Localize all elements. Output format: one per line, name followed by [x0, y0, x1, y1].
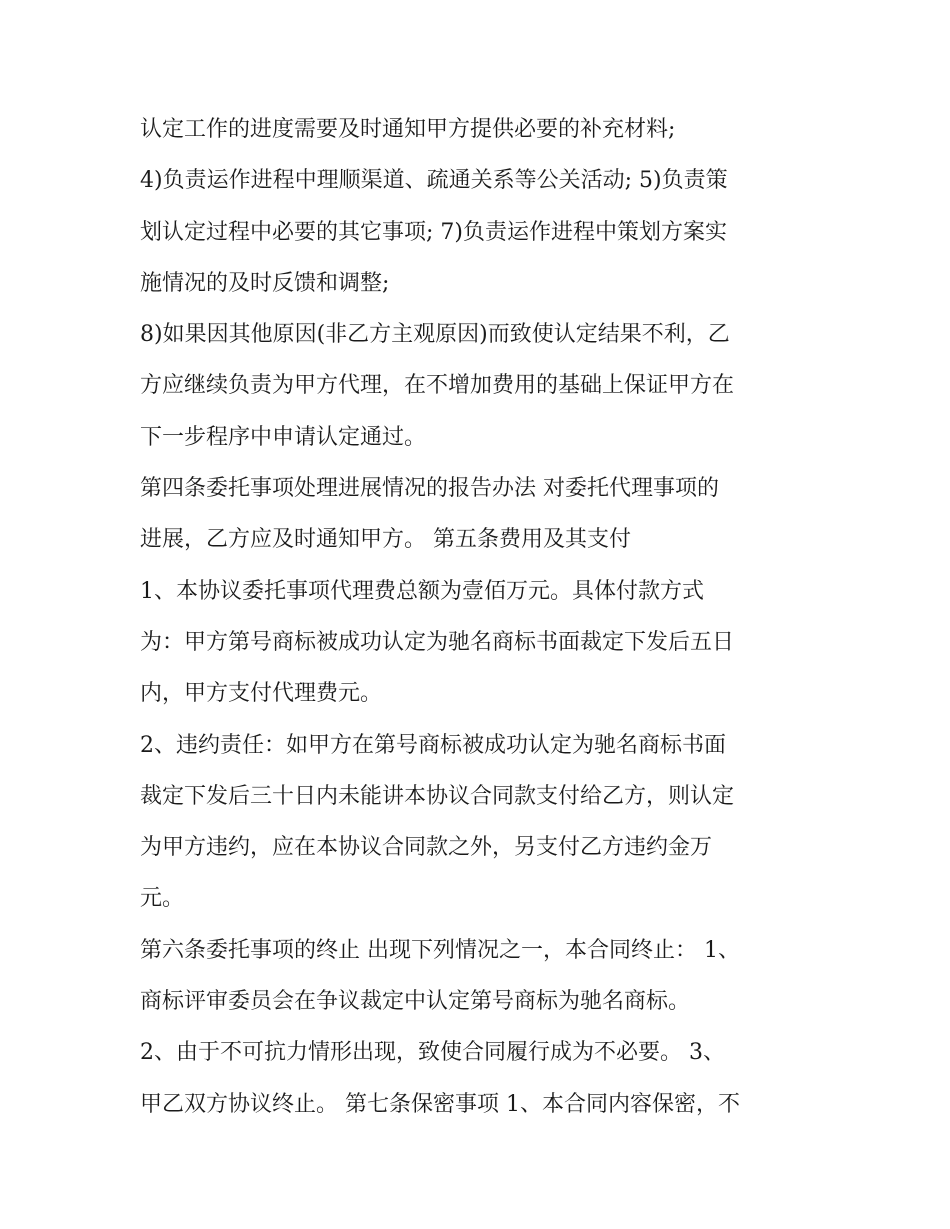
text-line: 内，甲方支付代理费元。: [140, 681, 383, 707]
text-line: 8)如果因其他原因(非乙方主观原因)而致使认定结果不利，乙: [140, 322, 730, 348]
text-line: 2、违约责任：如甲方在第号商标被成功认定为驰名商标书面: [140, 732, 726, 758]
text-line: 商标评审委员会在争议裁定中认定第号商标为驰名商标。: [140, 989, 691, 1015]
text-line: 划认定过程中必要的其它事项; 7)负责运作进程中策划方案实: [140, 219, 727, 245]
text-line: 第四条委托事项处理进展情况的报告办法 对委托代理事项的: [140, 476, 719, 502]
text-line: 第六条委托事项的终止 出现下列情况之一，本合同终止： 1、: [140, 937, 740, 963]
text-line: 裁定下发后三十日内未能讲本协议合同款支付给乙方，则认定: [140, 783, 735, 809]
text-line: 1、本协议委托事项代理费总额为壹佰万元。具体付款方式: [140, 578, 704, 604]
text-line: 施情况的及时反馈和调整;: [140, 270, 390, 296]
text-line: 4)负责运作进程中理顺渠道、疏通关系等公关活动; 5)负责策: [140, 168, 728, 194]
text-line: 为甲方违约，应在本协议合同款之外，另支付乙方违约金万: [140, 835, 713, 861]
text-line: 方应继续负责为甲方代理，在不增加费用的基础上保证甲方在: [140, 373, 735, 399]
text-line: 认定工作的进度需要及时通知甲方提供必要的补充材料;: [140, 117, 676, 142]
text-line: 进展，乙方应及时通知甲方。 第五条费用及其支付: [140, 527, 631, 553]
text-line: 元。: [140, 886, 185, 912]
text-line: 为：甲方第号商标被成功认定为驰名商标书面裁定下发后五日: [140, 629, 735, 655]
text-line: 2、由于不可抗力情形出现，致使合同履行成为不必要。 3、: [140, 1040, 725, 1066]
text-line: 甲乙双方协议终止。 第七条保密事项 1、本合同内容保密，不: [140, 1091, 740, 1117]
document-body: [140, 104, 820, 1130]
text-line: 下一步程序中申请认定通过。: [140, 424, 427, 450]
